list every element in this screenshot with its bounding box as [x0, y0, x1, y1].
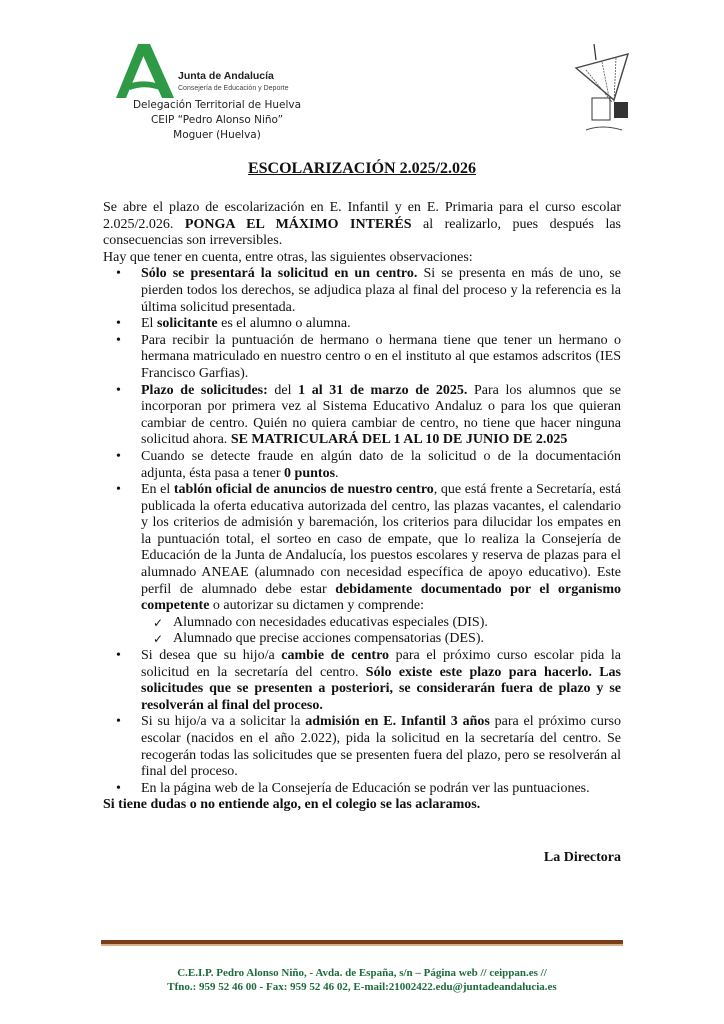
item-text: En la página web de la Consejería de Educación se podrán ver las puntuaciones. — [141, 780, 590, 796]
list-item — [116, 448, 621, 482]
footer-divider — [101, 940, 623, 946]
footer-address: C.E.I.P. Pedro Alonso Niño, - Avda. de España, s/n – Página web // ceippan.es // — [177, 967, 547, 979]
observations-intro: Hay que tener en cuenta, entre otras, las siguientes observaciones: — [103, 249, 473, 265]
item-emphasis: cambie de centro — [281, 648, 390, 664]
intro-text-end: al realizarlo, pues después las consecuencias son irreversibles. — [103, 216, 622, 249]
bullet-icon: • — [116, 780, 121, 796]
item-text: Si su hijo/a va a solicitar la — [141, 714, 306, 730]
bullet-icon: • — [116, 714, 121, 730]
signature: La Directora — [543, 850, 621, 865]
item-text: En el — [141, 482, 174, 498]
bullet-icon: • — [116, 316, 121, 332]
bullet-icon: • — [116, 266, 121, 282]
item-text: o autorizar su dictamen y comprende: — [209, 598, 425, 614]
list-item — [116, 780, 621, 798]
item-text: Si desea que su hijo/a — [141, 648, 282, 664]
check-icon: ✓ — [153, 615, 164, 630]
aneae-list — [141, 615, 621, 648]
school-name-line: CEIP “Pedro Alonso Niño” — [150, 114, 284, 126]
footer — [0, 966, 724, 994]
item-text: Si se presenta en más de uno, se pierden todos los derechos, se adjudica plaza al final del proceso y la referencia es la última solicitud presentada. — [141, 266, 621, 315]
bullet-icon: • — [116, 448, 121, 464]
list-item — [116, 482, 622, 648]
item-emphasis: 1 al 31 de marzo de 2025. — [298, 382, 468, 398]
list-item — [116, 266, 621, 316]
intro-emphasis: PONGA EL MÁXIMO INTERÉS — [184, 216, 412, 232]
page-title: ESCOLARIZACIÓN 2.025/2.026 — [247, 160, 477, 177]
item-emphasis: Sólo existe este plazo para hacerlo. Las solicitudes que se presenten a posteriori, se considerarán fuera de plazo y se resolverán al final del proceso. — [141, 664, 621, 713]
closing-line: Si tiene dudas o no entiende algo, en el colegio se las aclaramos. — [103, 797, 481, 813]
item-text: Para los alumnos que se incorporan por primera vez al Sistema Educativo Andaluz o para los que quieran cambiar de centro. Quién no quiera cambiar de centro, no tiene que hacer ninguna solicitud ahora. — [141, 382, 622, 448]
item-emphasis: tablón oficial de anuncios de nuestro centro — [173, 482, 434, 498]
logo-subtitle: Consejería de Educación y Deporte — [178, 85, 289, 92]
item-text: , que está frente a Secretaría, está publicada la oferta educativa autorizada del centro, las plazas vacantes, el calendario y los criterios de admisión y baremación, los criterios para dilucidar los empates en la puntuación total, el sorteo en caso de empate, que lo realiza la Consejería de Educación de la Junta de Andalucía, los puestos escolares y reserva de plazas para el alumnado ANEAE (alumnado con necesidad específica de apoyo educativo). Este perfil de alumnado debe estar — [141, 482, 621, 597]
delegation-line: Delegación Territorial de Huelva — [132, 99, 302, 111]
item-text: es el alumno o alumna. — [217, 316, 351, 332]
school-emblem-icon — [572, 40, 652, 140]
school-location-line: Moguer (Huelva) — [173, 129, 261, 141]
header-logo-block — [112, 40, 332, 150]
logo-name: Junta de Andalucía — [178, 70, 274, 82]
item-text: para el próximo curso escolar (nacidos en el año 2.022), pida la solicitud en la secretaría del centro. Se recogerán todas las solicitudes que se presenten fuera del plazo, pero se resolverán al final del proceso. — [141, 714, 621, 780]
intro-text: Se abre el plazo de escolarización en E. Infantil y en E. Primaria para el curso escolar 2.025/2.026. — [103, 200, 621, 232]
bullet-icon: • — [116, 332, 121, 348]
item-text: Cuando se detecte fraude en algún dato de la solicitud o de la documentación adjunta, ésta pasa a tener — [141, 448, 621, 481]
item-text: El — [141, 316, 157, 332]
check-item — [153, 631, 621, 648]
item-emphasis: debidamente documentado por el organismo competente — [141, 581, 622, 614]
item-text: Para recibir la puntuación de hermano o hermana tiene que tener un hermano o hermana matriculado en nuestro centro o en el instituto al que estamos adscritos (IES Francisco Garfias). — [141, 332, 621, 381]
school-info — [112, 98, 322, 143]
intro-paragraph — [103, 200, 621, 250]
list-item — [116, 332, 621, 383]
list-item — [116, 714, 621, 780]
item-text: . — [335, 465, 339, 481]
check-icon: ✓ — [153, 632, 164, 647]
document-body — [103, 200, 621, 814]
list-item — [116, 382, 622, 449]
item-emphasis: solicitante — [156, 316, 218, 332]
check-text: Alumnado con necesidades educativas especiales (DIS). — [173, 614, 488, 630]
list-item — [116, 316, 621, 333]
list-item — [116, 648, 622, 714]
item-emphasis: SE MATRICULARÁ DEL 1 AL 10 DE JUNIO DE 2.025 — [230, 432, 568, 448]
check-item — [153, 614, 621, 632]
item-emphasis: 0 puntos — [284, 465, 336, 481]
footer-contact: Tfno.: 959 52 46 00 - Fax: 959 52 46 02, E-mail:21002422.edu@juntadeandalucia.es — [167, 981, 557, 993]
observations-list — [103, 266, 621, 797]
item-text: del — [267, 382, 299, 398]
item-emphasis: admisión en E. Infantil 3 años — [305, 714, 490, 730]
bullet-icon: • — [116, 382, 121, 398]
check-text: Alumnado que precise acciones compensatorias (DES). — [173, 631, 485, 647]
item-emphasis: Sólo se presentará la solicitud en un centro. — [141, 266, 418, 282]
item-text: para el próximo curso escolar pida la solicitud en la secretaría del centro. — [141, 648, 622, 680]
bullet-icon: • — [116, 482, 121, 498]
bullet-icon: • — [116, 648, 121, 664]
junta-andalucia-logo-icon — [116, 44, 180, 100]
item-emphasis: Plazo de solicitudes: — [141, 382, 268, 398]
